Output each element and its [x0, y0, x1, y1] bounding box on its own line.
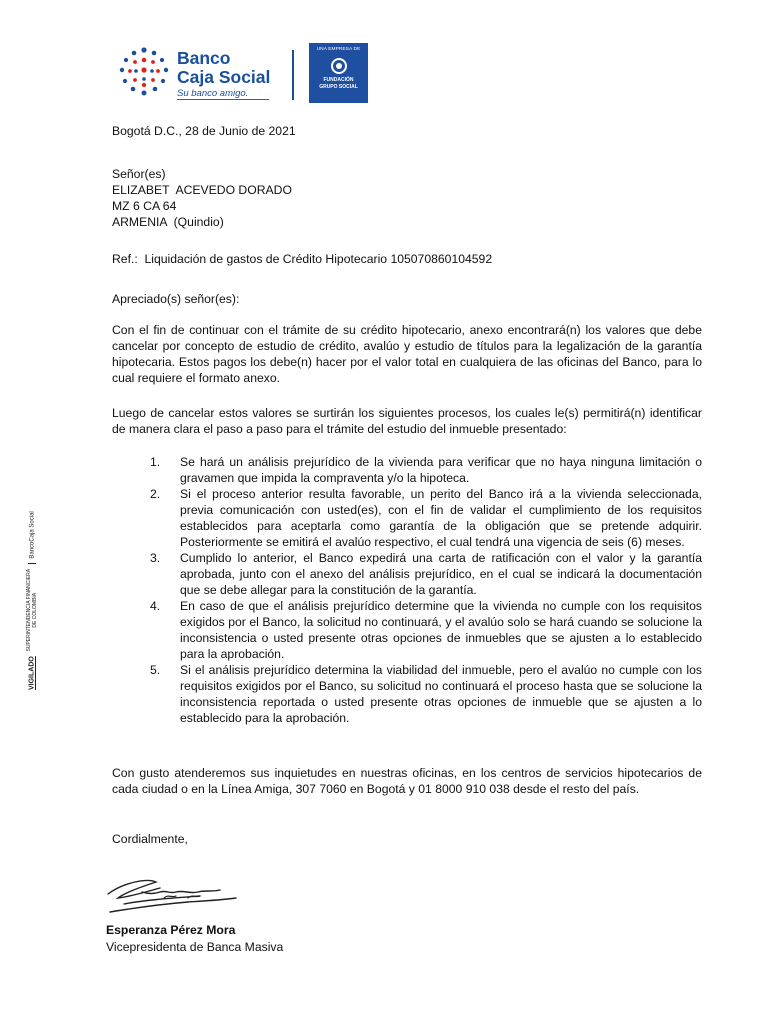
brand-star-logo-icon	[116, 44, 172, 100]
step-text: Si el proceso anterior resulta favorable, un perito del Banco irá a la vivienda seleccionada, previa comunicación con usted(es), con el fin de validar el cumplimiento de los requisitos establecidos para aceptarla como garantía de la obligación que se pretende adquirir. Posteriormente se emitirá el avalúo respectivo, el cual tendrá una vigencia de seis (6) meses.	[180, 487, 702, 549]
brand-name	[177, 49, 270, 87]
list-item	[112, 598, 702, 662]
recipient-block	[112, 166, 292, 230]
step-number: 1.	[150, 455, 161, 469]
brand-tagline: Su banco amigo.	[177, 88, 249, 99]
list-item	[112, 550, 702, 598]
step-text: Se hará un análisis prejurídico de la vivienda para verificar que no haya ninguna limitación o gravamen que impida la compraventa y/o la hipoteca.	[180, 455, 702, 485]
recipient-city: ARMENIA (Quindio)	[112, 215, 224, 229]
logo-divider	[292, 50, 294, 100]
list-item	[112, 454, 702, 486]
step-text: En caso de que el análisis prejurídico determine que la vivienda no cumple con los requisitos exigidos por el Banco, la solicitud no continuará, y el avalúo solo se hará cuando se solucione la inconsistencia o usted presente otras opciones de inmuebles que se ajusten a lo establecido para la aprobación.	[180, 599, 702, 661]
greeting: Apreciado(s) señor(es):	[112, 292, 240, 306]
paragraph-contact: Con gusto atenderemos sus inquietudes en nuestras oficinas, en los centros de servicios hipotecarios de cada ciudad o en la Línea Amiga, 307 7060 en Bogotá y 01 8000 910 038 desde el resto del país.	[112, 766, 702, 796]
steps-list	[112, 454, 702, 726]
recipient-name: ELIZABET ACEVEDO DORADO	[112, 183, 292, 197]
step-text: Si el análisis prejurídico determina la viabilidad del inmueble, pero el avalúo no cumple con los requisitos exigidos por el Banco, su solicitud no continuará el proceso hasta que se solucione la inconsistencia reportada o usted presente otras opciones de inmueble que se ajusten a lo establecido para la aprobación.	[180, 663, 702, 725]
list-item	[112, 486, 702, 550]
regulatory-side-note	[26, 511, 38, 690]
paragraph-process: Luego de cancelar estos valores se surtirán los siguientes procesos, los cuales le(s) permitirá(n) identificar de manera clara el paso a paso para el trámite del estudio del inmueble presentado:	[112, 406, 702, 436]
partner-name-line-1: FUNDACIÓN	[323, 77, 354, 83]
step-number: 3.	[150, 551, 161, 565]
recipient-salutation: Señor(es)	[112, 167, 166, 181]
handwritten-signature	[104, 868, 244, 922]
step-number: 5.	[150, 663, 161, 677]
recipient-address: MZ 6 CA 64	[112, 199, 177, 213]
step-text: Cumplido lo anterior, el Banco expedirá una carta de ratificación con el valor y la garantía aprobada, junto con el anexo del análisis prejurídico, en el cual se indicará la documentación que se debe allegar para la constitución de la garantía.	[180, 551, 702, 597]
step-number: 4.	[150, 599, 161, 613]
signer-name: Esperanza Pérez Mora	[106, 923, 236, 937]
superintendencia-label: SUPERINTENDENCIA FINANCIERA	[26, 568, 32, 652]
brand-line-1: Banco	[177, 48, 231, 68]
signer-title: Vicepresidenta de Banca Masiva	[106, 940, 284, 954]
list-item	[112, 662, 702, 726]
partner-logo	[309, 43, 368, 103]
closing: Cordialmente,	[112, 832, 188, 846]
step-number: 2.	[150, 487, 161, 501]
reference-line: Ref.: Liquidación de gastos de Crédito Hipotecario 105070860104592	[112, 252, 493, 266]
partner-name-line-2: GRUPO SOCIAL	[319, 84, 358, 90]
side-separator	[28, 563, 36, 564]
paragraph-intro: Con el fin de continuar con el trámite de su crédito hipotecario, anexo encontrará(n) los valores que debe cancelar por concepto de estudio de crédito, avalúo y estudio de títulos para la legalización de la garantía hipotecaria. Estos pagos los debe(n) hacer por el valor total en cualquiera de las oficinas del Banco, para lo cual requiere el formato anexo.	[112, 323, 702, 385]
vigilado-label: VIGILADO	[28, 656, 36, 690]
partner-top-text: UNA EMPRESA DE	[316, 47, 361, 52]
partner-emblem-icon	[330, 57, 348, 75]
colombia-label: DE COLOMBIA	[32, 592, 38, 628]
letter-date: Bogotá D.C., 28 de Junio de 2021	[112, 124, 296, 138]
brand-line-2: Caja Social	[177, 67, 271, 87]
tagline-underline	[177, 99, 269, 100]
side-brand-label: BancoCaja Social	[29, 511, 36, 559]
